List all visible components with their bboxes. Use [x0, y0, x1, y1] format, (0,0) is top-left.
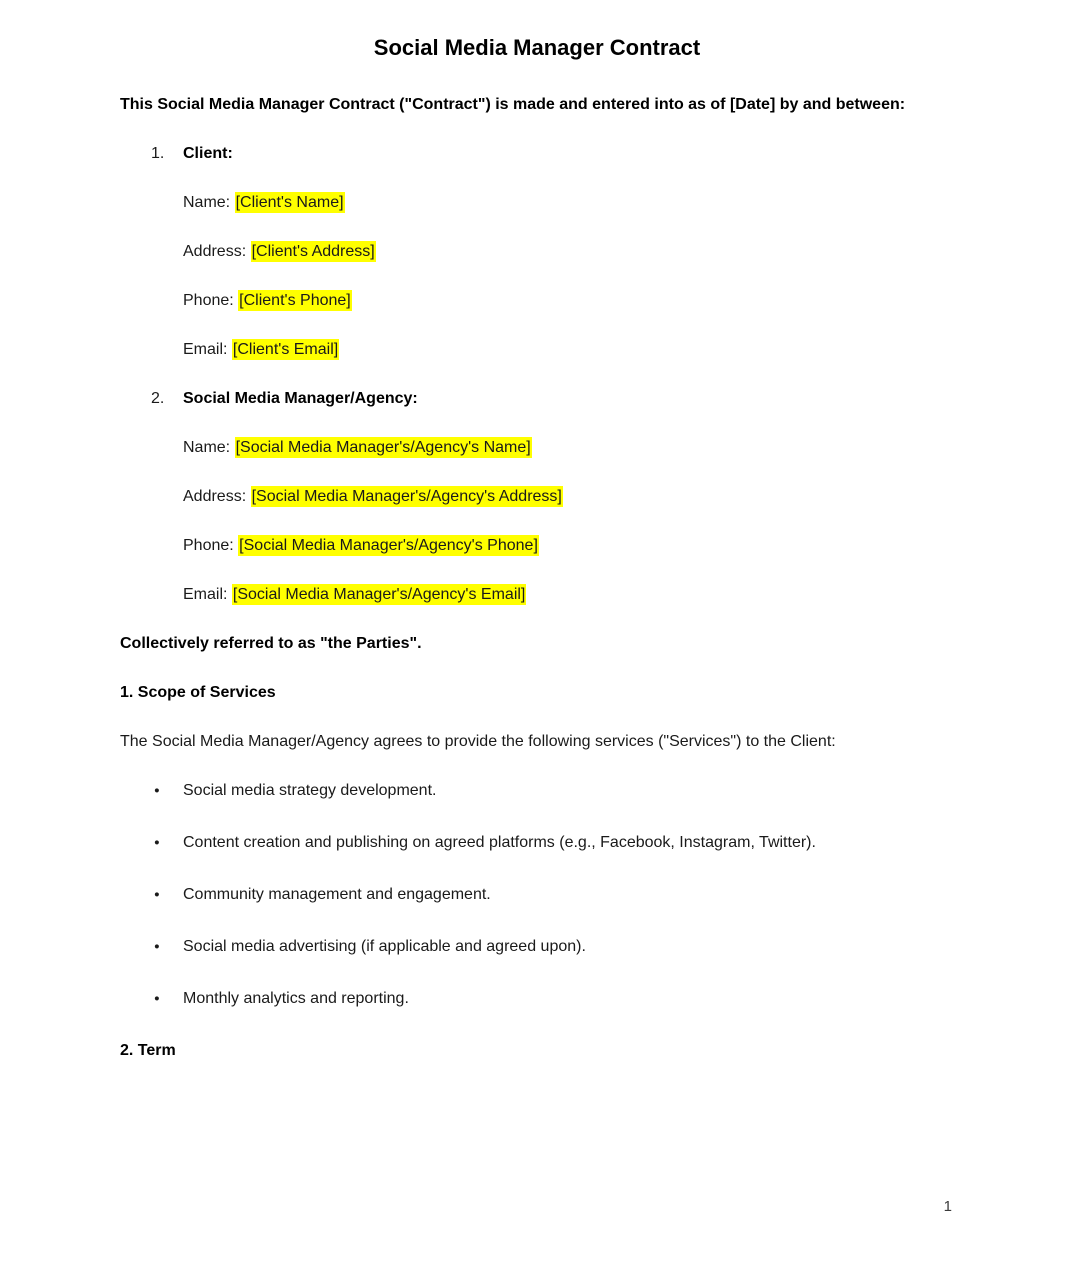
field-value-highlighted: [Client's Phone]	[239, 292, 351, 309]
field-row-name	[183, 190, 954, 216]
field-value-highlighted: [Social Media Manager's/Agency's Name]	[235, 439, 531, 456]
field-label: Email:	[183, 586, 228, 603]
field-label: Address:	[183, 243, 247, 260]
field-row-name	[183, 435, 954, 461]
field-label: Phone:	[183, 292, 234, 309]
services-list	[120, 778, 954, 1012]
field-value-highlighted: [Client's Name]	[235, 194, 344, 211]
party-heading-row	[151, 141, 954, 167]
service-item: ● Monthly analytics and reporting.	[183, 986, 954, 1012]
party-client	[120, 141, 954, 363]
party-heading: Client:	[183, 145, 233, 162]
field-value-highlighted: [Client's Address]	[251, 243, 375, 260]
list-number: 1.	[151, 145, 165, 162]
field-label: Email:	[183, 341, 228, 358]
service-item: ● Community management and engagement.	[183, 882, 954, 908]
field-row-address	[183, 239, 954, 265]
service-item: ● Content creation and publishing on agreed platforms (e.g., Facebook, Instagram, Twitter).	[183, 830, 954, 856]
intro-paragraph: This Social Media Manager Contract ("Contract") is made and entered into as of [Date] by and between:	[120, 96, 906, 113]
field-row-address	[183, 484, 954, 510]
field-value-highlighted: [Social Media Manager's/Agency's Email]	[232, 586, 526, 603]
field-row-email	[183, 582, 954, 608]
collectively-line: Collectively referred to as "the Parties".	[120, 635, 422, 652]
party-heading-row	[151, 386, 954, 412]
page-number: 1	[943, 1198, 952, 1215]
field-value-highlighted: [Social Media Manager's/Agency's Address]	[251, 488, 562, 505]
service-item: ● Social media advertising (if applicable and agreed upon).	[183, 934, 954, 960]
field-row-email	[183, 337, 954, 363]
field-label: Address:	[183, 488, 247, 505]
scope-paragraph: The Social Media Manager/Agency agrees to provide the following services ("Services") to the Client:	[120, 733, 836, 750]
party-manager-agency	[120, 386, 954, 608]
document-title: Social Media Manager Contract	[373, 35, 701, 60]
section-heading-scope: 1. Scope of Services	[120, 684, 276, 701]
service-item: ● Social media strategy development.	[183, 778, 954, 804]
field-row-phone	[183, 288, 954, 314]
field-row-phone	[183, 533, 954, 559]
parties-list	[120, 141, 954, 608]
field-label: Phone:	[183, 537, 234, 554]
section-heading-term: 2. Term	[120, 1042, 176, 1059]
field-label: Name:	[183, 439, 231, 456]
field-value-highlighted: [Social Media Manager's/Agency's Phone]	[239, 537, 538, 554]
field-value-highlighted: [Client's Email]	[232, 341, 339, 358]
list-number: 2.	[151, 390, 165, 407]
party-heading: Social Media Manager/Agency:	[183, 390, 418, 407]
field-label: Name:	[183, 194, 231, 211]
